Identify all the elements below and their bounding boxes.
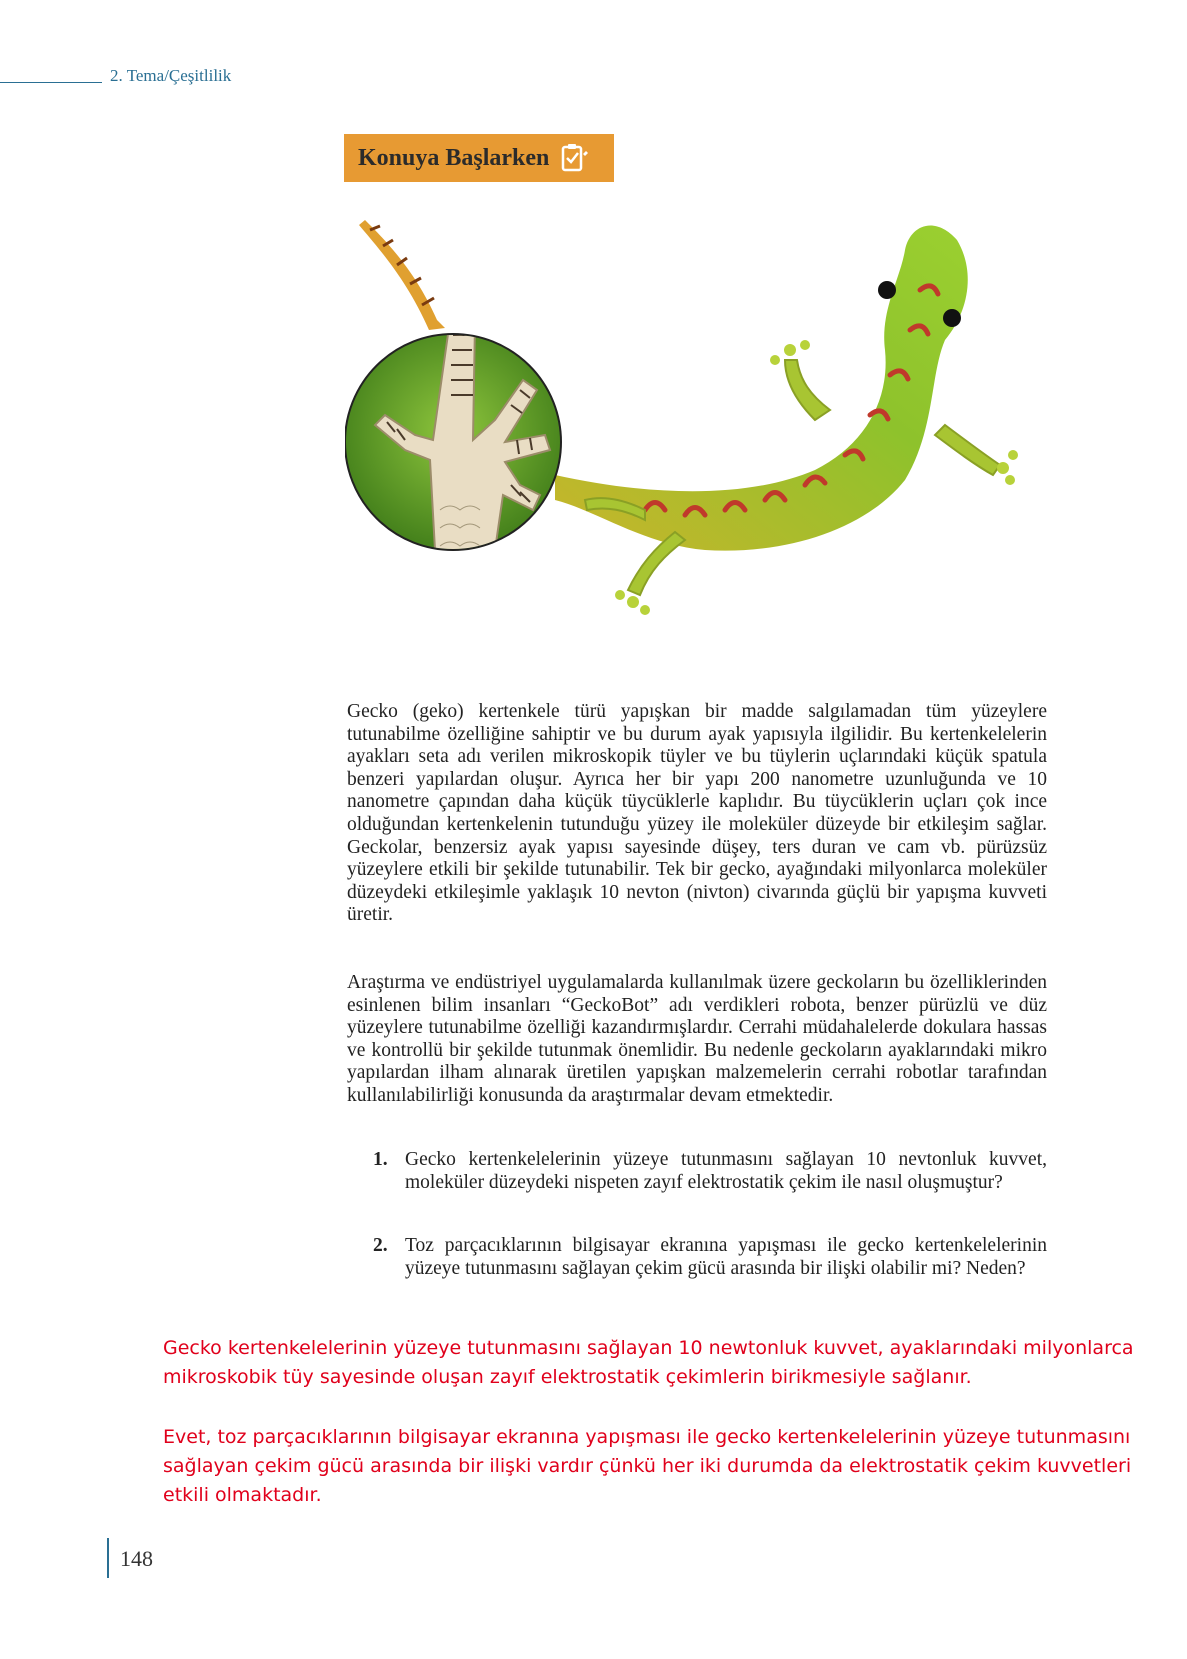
page-number-rule <box>107 1538 109 1578</box>
page-number: 148 <box>120 1546 153 1571</box>
question-number: 2. <box>373 1235 388 1256</box>
topic-badge <box>344 134 614 182</box>
answer-text: Gecko kertenkelelerinin yüzeye tutunmasını sağlayan 10 newtonluk kuvvet, ayaklarındaki milyonlarca mikroskobik tüy sayesinde oluşan zayıf elektrostatik çekimlerin birikmesiyle sağlanır. <box>163 1337 1134 1388</box>
clipboard-check-icon <box>559 142 589 174</box>
question-item <box>373 1235 1047 1280</box>
answer-text: Evet, toz parçacıklarının bilgisayar ekranına yapışması ile gecko kertenkelelerinin yüzeye tutunmasını sağlayan çekim gücü arasında bir ilişki vardır çünkü her iki durumda da elektrostatik çekim kuvvetleri etkili olmaktadır. <box>163 1426 1132 1506</box>
header-rule <box>0 82 102 83</box>
intro-paragraph: Gecko (geko) kertenkele türü yapışkan bir madde salgılamadan tüm yüzeylere tutunabilme özelliğine sahiptir ve bu durum ayak yapısıyla ilgilidir. Bu kertenkelelerin ayakları seta adı verilen mikroskopik tüyler ve bu tüylerin uçlarındaki küçük spatula benzeri yapılardan oluşur. Ayrıca her bir yapı 200 nanometre uzunluğunda ve 10 nanometre çapından daha küçük tüycüklerle kaplıdır. Bu tüycüklerin uçları çok ince olduğundan kertenkelenin tutunduğu yüzey ile moleküler düzeyde bir etkileşim sağlar. Geckolar, benzersiz ayak yapısı sayesinde düşey, ters duran ve cam vb. pürüzsüz yüzeylere etkili bir şekilde tutunabilir. Tek bir gecko, ayağındaki milyonlarca moleküler düzeydeki etkileşimle yaklaşık 10 nevton (nivton) civarında güçlü bir yapışma kuvveti üretir. <box>347 701 1047 926</box>
research-paragraph: Araştırma ve endüstriyel uygulamalarda kullanılmak üzere geckoların bu özelliklerinden esinlenen bilim insanları “GeckoBot” adı verdikleri robota, benzer pürüzlü ve düz yüzeylere tutunabilme özelliği kazandırmışlardır. Cerrahi müdahalelerde dokulara hassas ve kontrollü bir şekilde tutunmak önemlidir. Bu nedenle geckoların ayaklarındaki mikro yapılardan ilham alınarak üretilen yapışkan malzemelerin cerrahi robotlar tarafından kullanılabilirliği konusunda da araştırmalar devam etmektedir. <box>347 972 1047 1106</box>
badge-label: Konuya Başlarken <box>358 144 550 171</box>
question-number: 1. <box>373 1149 388 1170</box>
gecko-tail <box>359 220 445 330</box>
gecko-illustration <box>345 210 1045 660</box>
section-header: 2. Tema/Çeşitlilik <box>110 66 232 85</box>
question-text: Toz parçacıklarının bilgisayar ekranına yapışması ile gecko kertenkelelerinin yüzeye tutunmasını sağlayan çekim gücü arasında bir ilişki olabilir mi? Neden? <box>405 1235 1047 1279</box>
question-item <box>373 1149 1047 1194</box>
question-text: Gecko kertenkelelerinin yüzeye tutunmasını sağlayan 10 nevtonluk kuvvet, moleküler düzeydeki nispeten zayıf elektrostatik çekim ile nasıl oluşmuştur? <box>405 1149 1047 1193</box>
